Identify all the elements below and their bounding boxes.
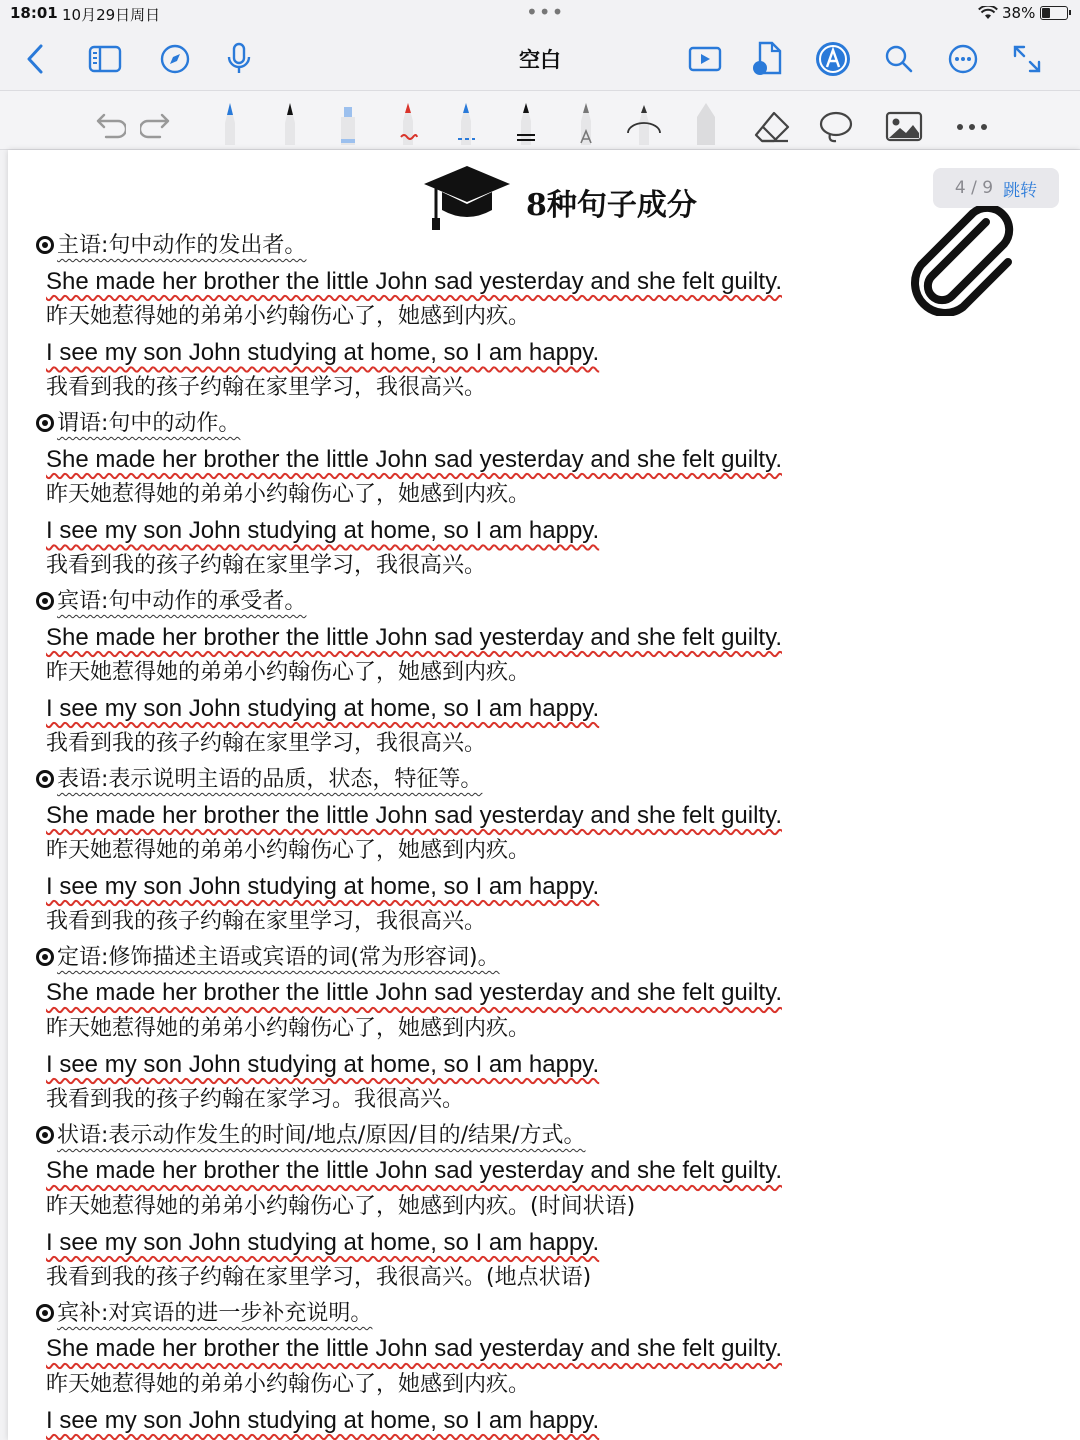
english-sentence-text: I see my son John studying at home, so I am happy.	[46, 872, 600, 900]
english-sentence-text: I see my son John studying at home, so I am happy.	[46, 338, 600, 366]
section-heading	[36, 406, 856, 442]
english-sentence-text: I see my son John studying at home, so I am happy.	[46, 516, 600, 544]
pen-mode-icon[interactable]	[814, 40, 852, 78]
english-sentence	[36, 975, 856, 1011]
chinese-translation	[36, 370, 856, 406]
chinese-translation-text: 我看到我的孩子约翰在家学习。我很高兴。	[46, 1087, 465, 1113]
status-time: 18:01	[10, 4, 58, 22]
section-heading	[36, 940, 856, 976]
section-heading-text: 宾语:句中动作的承受者。	[57, 588, 307, 614]
english-sentence-text: I see my son John studying at home, so I am happy.	[46, 1050, 600, 1078]
notes-content	[36, 228, 856, 1438]
chinese-translation-text: 昨天她惹得她的弟弟小约翰伤心了，她感到内疚。	[46, 838, 531, 864]
more-options-icon[interactable]	[944, 40, 982, 78]
chinese-translation-text: 昨天她惹得她的弟弟小约翰伤心了，她感到内疚。	[46, 660, 531, 686]
bullet-icon	[36, 414, 54, 432]
chinese-translation	[36, 655, 856, 691]
page-title: 8种句子成分	[526, 188, 697, 223]
bullet-icon	[36, 1304, 54, 1322]
section-heading	[36, 1296, 856, 1332]
section-heading	[36, 1118, 856, 1154]
english-sentence-text: She made her brother the little John sad yesterday and she felt guilty.	[46, 445, 782, 473]
section-heading	[36, 584, 856, 620]
present-icon[interactable]	[686, 40, 724, 78]
chinese-translation-text: 昨天她惹得她的弟弟小约翰伤心了，她感到内疚。	[46, 1372, 531, 1397]
chinese-translation-text: 我看到我的孩子约翰在家里学习，我很高兴。	[46, 909, 487, 935]
bullet-icon	[36, 770, 54, 788]
bullet-icon	[36, 948, 54, 966]
section-heading-text: 谓语:句中的动作。	[57, 410, 241, 436]
marker-icon[interactable]	[686, 97, 726, 145]
chinese-translation-text: 我看到我的孩子约翰在家里学习，我很高兴。(地点状语)	[46, 1265, 592, 1291]
navigation-bar	[0, 26, 1080, 90]
battery-tip	[1069, 10, 1071, 15]
chinese-translation-text: 昨天她惹得她的弟弟小约翰伤心了，她感到内疚。	[46, 482, 531, 508]
document-title[interactable]: 空白	[519, 48, 561, 72]
english-sentence-text: She made her brother the little John sad yesterday and she felt guilty.	[46, 1157, 782, 1185]
english-sentence-text: She made her brother the little John sad yesterday and she felt guilty.	[46, 979, 782, 1007]
english-sentence	[36, 335, 856, 371]
section-heading-text: 主语:句中动作的发出者。	[57, 233, 307, 258]
english-sentence	[36, 691, 856, 727]
english-sentence-text: I see my son John studying at home, so I am happy.	[46, 1406, 600, 1434]
bullet-icon	[36, 592, 54, 610]
shape-pen-icon[interactable]	[624, 97, 664, 145]
eraser-icon[interactable]	[752, 97, 792, 145]
document-share-icon[interactable]	[748, 40, 786, 78]
english-sentence	[36, 869, 856, 905]
chinese-translation-text: 昨天她惹得她的弟弟小约翰伤心了，她感到内疚。	[46, 304, 531, 330]
blue-dashed-pen-icon[interactable]	[446, 97, 486, 145]
bullet-icon	[36, 1126, 54, 1144]
english-sentence	[36, 1225, 856, 1261]
section-heading-text: 表语:表示说明主语的品质，状态，特征等。	[57, 766, 483, 792]
english-sentence	[36, 798, 856, 834]
chinese-translation-text: 我看到我的孩子约翰在家里学习，我很高兴。	[46, 553, 487, 579]
notebook-page[interactable]	[8, 150, 1080, 1440]
wifi-icon	[978, 5, 998, 24]
multitasking-dots-icon[interactable]: •••	[526, 0, 565, 24]
section-heading	[36, 228, 856, 264]
battery-icon	[1040, 6, 1068, 20]
english-sentence	[36, 513, 856, 549]
chinese-translation-text: 昨天她惹得她的弟弟小约翰伤心了，她感到内疚。(时间状语)	[46, 1194, 636, 1220]
jump-button[interactable]: 跳转	[1003, 180, 1038, 201]
english-sentence	[36, 1153, 856, 1189]
black-line-pen-icon[interactable]	[506, 97, 546, 145]
red-pen-icon[interactable]	[388, 97, 428, 145]
chinese-translation	[36, 1260, 856, 1296]
english-sentence	[36, 264, 856, 300]
chinese-translation-text: 我看到我的孩子约翰在家里学习，我很高兴。	[46, 731, 487, 757]
chinese-translation	[36, 1189, 856, 1225]
graduation-cap-icon	[422, 160, 512, 236]
chinese-translation-text: 我看到我的孩子约翰在家里学习，我很高兴。	[46, 375, 487, 401]
chinese-translation-text: 昨天她惹得她的弟弟小约翰伤心了，她感到内疚。	[46, 1016, 531, 1042]
english-sentence-text: I see my son John studying at home, so I am happy.	[46, 1228, 600, 1256]
section-heading-text: 定语:修饰描述主语或宾语的词(常为形容词)。	[57, 944, 500, 970]
image-icon[interactable]	[884, 97, 924, 145]
chinese-translation	[36, 726, 856, 762]
english-sentence	[36, 1047, 856, 1083]
bullet-icon	[36, 236, 54, 254]
chinese-translation	[36, 1011, 856, 1047]
status-bar	[0, 0, 1080, 26]
english-sentence	[36, 442, 856, 478]
toolbar-more-icon[interactable]	[952, 97, 992, 145]
chinese-translation	[36, 1082, 856, 1118]
english-sentence-text: I see my son John studying at home, so I am happy.	[46, 694, 600, 722]
english-sentence	[36, 620, 856, 656]
english-sentence-text: She made her brother the little John sad yesterday and she felt guilty.	[46, 1335, 782, 1363]
page-indicator[interactable]	[933, 168, 1059, 208]
english-sentence	[36, 1331, 856, 1367]
fullscreen-icon[interactable]	[1008, 40, 1046, 78]
ballpoint-pen-icon[interactable]	[270, 97, 310, 145]
paperclip-icon	[904, 206, 1024, 320]
english-sentence-text: She made her brother the little John sad yesterday and she felt guilty.	[46, 623, 782, 651]
english-sentence-text: She made her brother the little John sad yesterday and she felt guilty.	[46, 267, 782, 295]
english-sentence-text: She made her brother the little John sad yesterday and she felt guilty.	[46, 801, 782, 829]
chinese-translation	[36, 904, 856, 940]
battery-percent: 38%	[1002, 4, 1036, 22]
redo-icon[interactable]	[138, 97, 178, 145]
text-pen-icon[interactable]	[566, 97, 606, 145]
chinese-translation	[36, 1367, 856, 1403]
section-heading	[36, 762, 856, 798]
undo-icon[interactable]	[88, 97, 128, 145]
drawing-toolbar	[0, 90, 1080, 150]
chinese-translation	[36, 548, 856, 584]
section-heading-text: 宾补:对宾语的进一步补充说明。	[57, 1300, 373, 1326]
page-number: 4 / 9	[954, 178, 994, 198]
fountain-pen-icon[interactable]	[210, 97, 250, 145]
chinese-translation	[36, 299, 856, 335]
highlighter-icon[interactable]	[328, 97, 368, 145]
english-sentence	[36, 1403, 856, 1439]
section-heading-text: 状语:表示动作发生的时间/地点/原因/目的/结果/方式。	[57, 1122, 586, 1148]
search-icon[interactable]	[880, 40, 918, 78]
chinese-translation	[36, 477, 856, 513]
chinese-translation	[36, 833, 856, 869]
status-date: 10月29日周日	[62, 6, 161, 24]
lasso-icon[interactable]	[816, 97, 856, 145]
